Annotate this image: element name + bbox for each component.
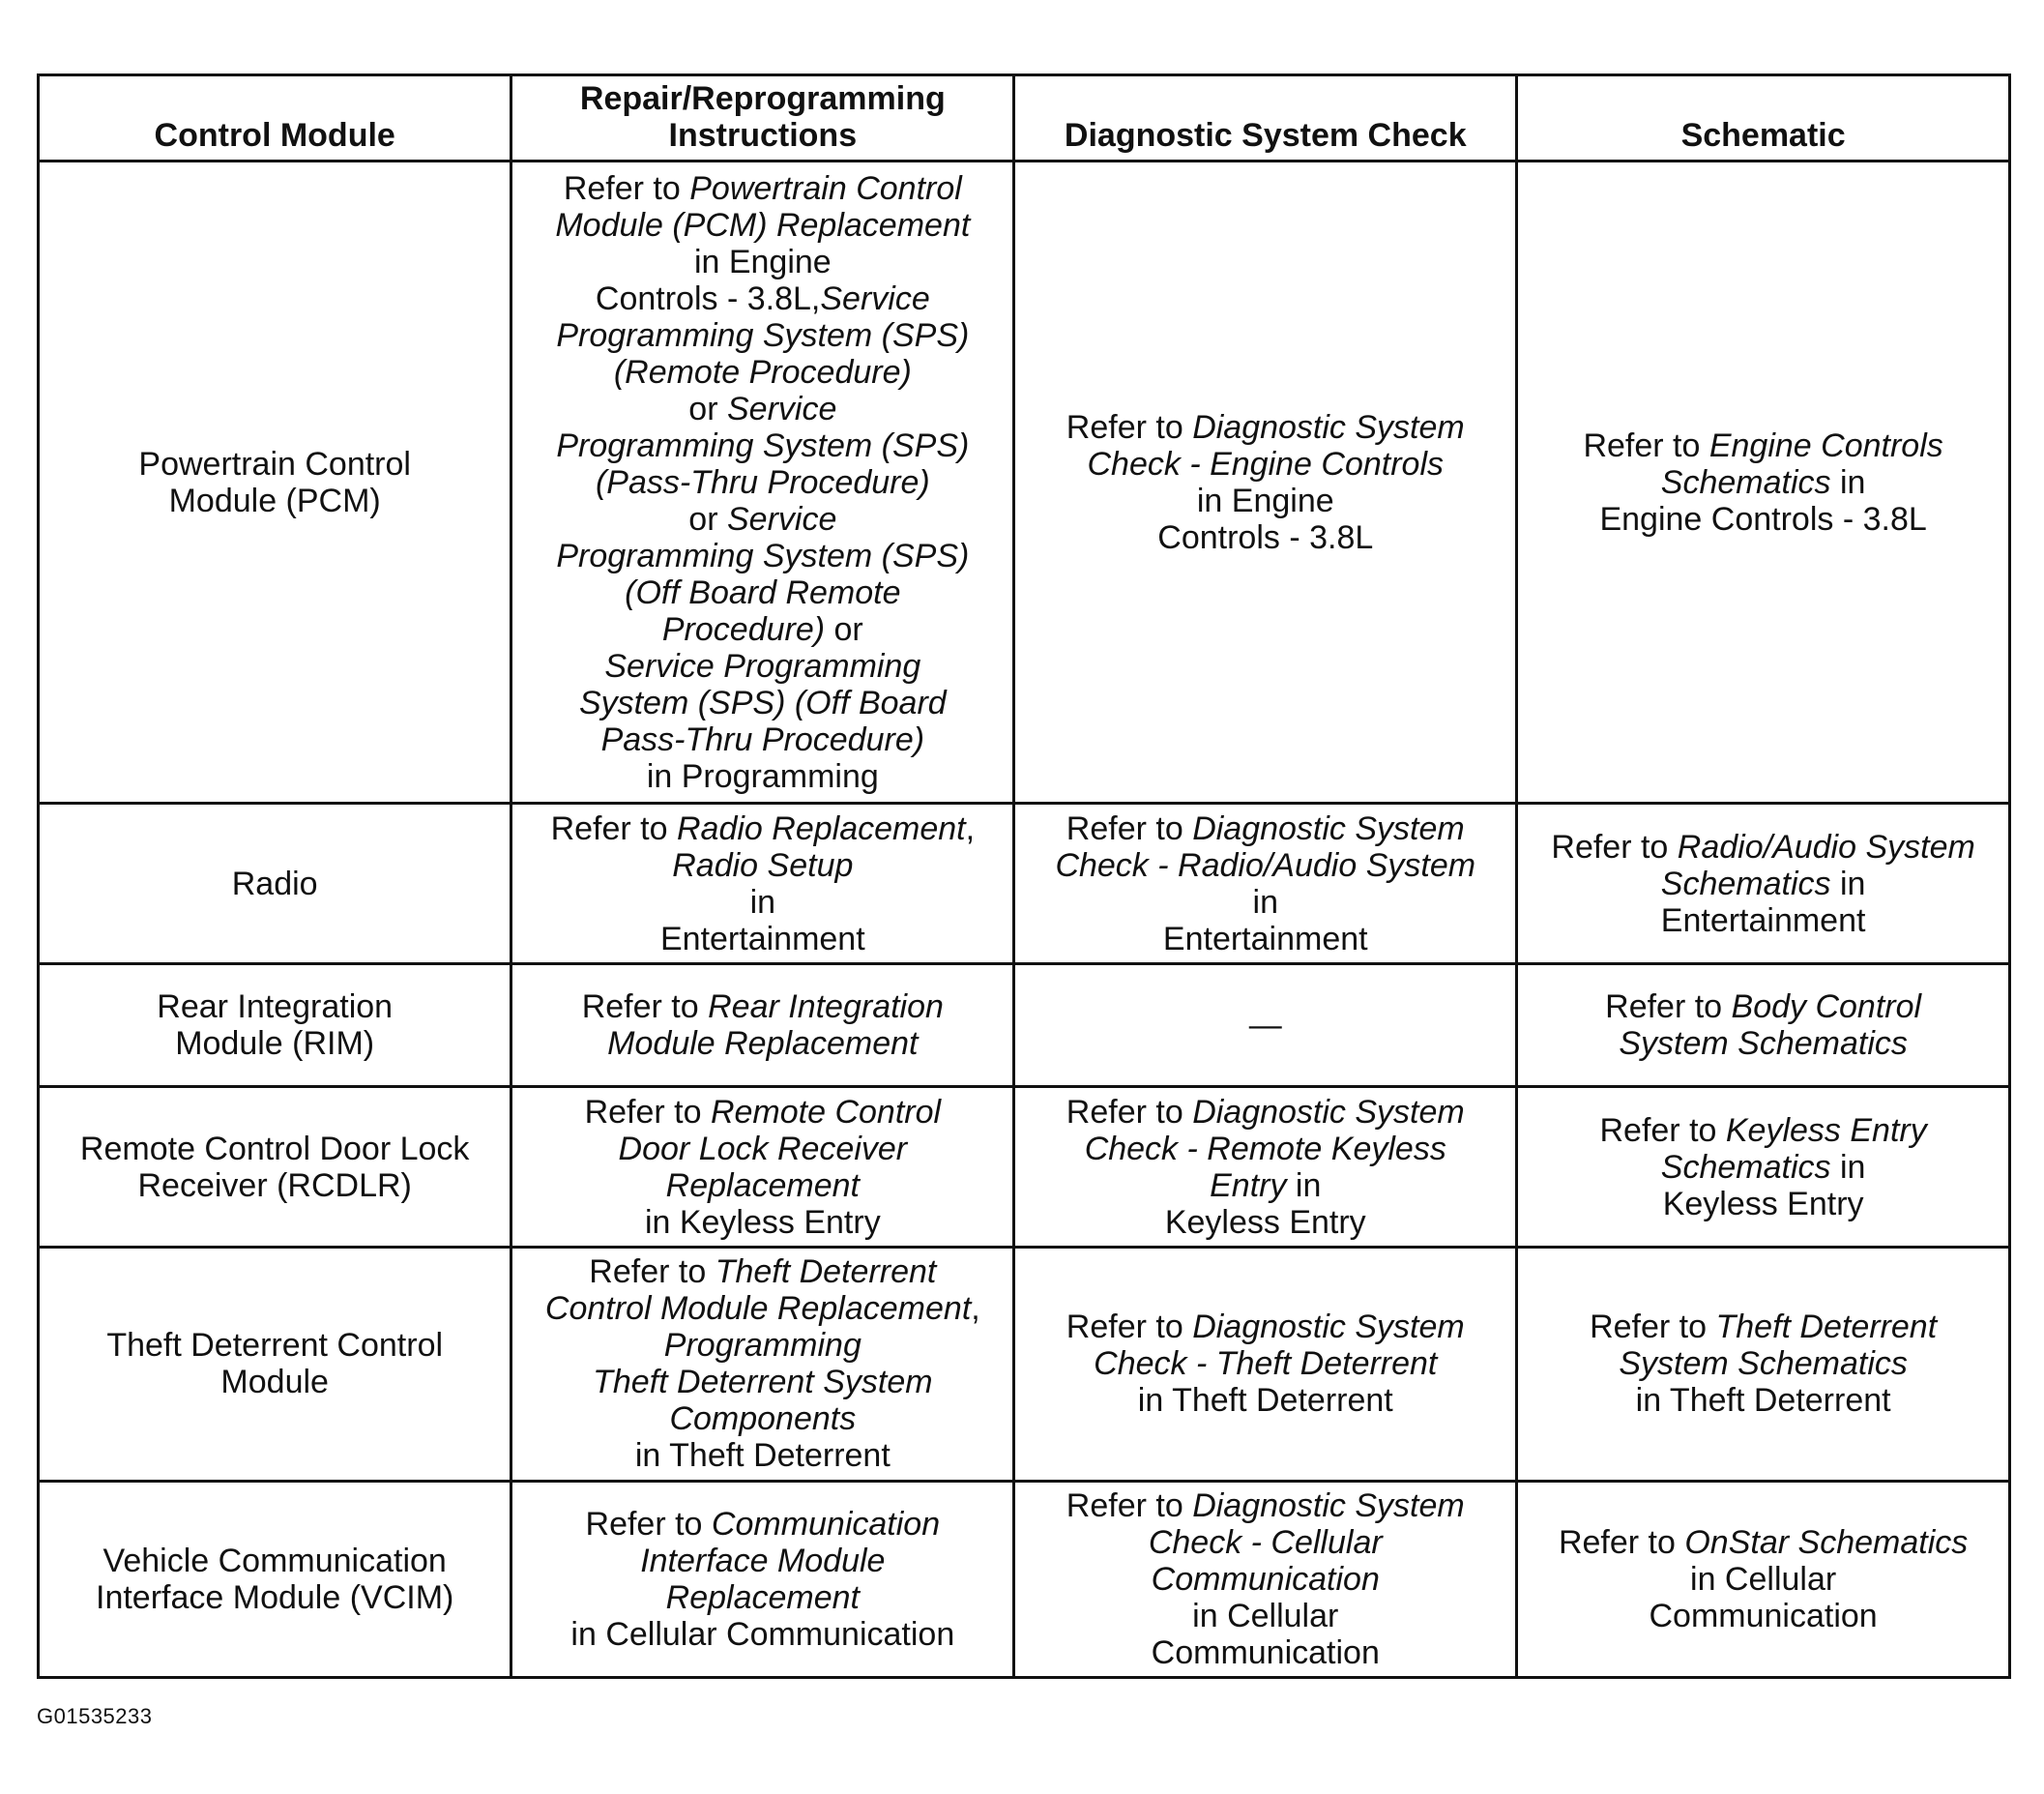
reference-text: in Programming bbox=[646, 757, 879, 795]
module-name: Theft Deterrent Control Module bbox=[106, 1327, 444, 1401]
reference-text: Refer to bbox=[1605, 988, 1732, 1026]
cell-diagnostic bbox=[1014, 162, 1517, 804]
reference-text: in Entertainment bbox=[1660, 865, 1866, 939]
module-name: Rear Integration Module (RIM) bbox=[157, 988, 394, 1063]
cell-diagnostic bbox=[1014, 1087, 1517, 1248]
cell-repair bbox=[511, 963, 1014, 1086]
reference-text: Refer to bbox=[1590, 1309, 1716, 1346]
reference-text: in Entertainment bbox=[659, 883, 865, 957]
reference-title: Powertrain Control Module (PCM) Replacement bbox=[555, 169, 971, 244]
reference-title: Rear Integration Module Replacement bbox=[607, 988, 944, 1063]
cell-repair bbox=[511, 1481, 1014, 1677]
reference-text: Refer to bbox=[589, 1253, 715, 1291]
cell-schematic bbox=[1517, 963, 2010, 1086]
module-name: Radio bbox=[231, 865, 318, 902]
header-schematic: Schematic bbox=[1517, 75, 2010, 162]
cell-repair bbox=[511, 804, 1014, 964]
reference-text: , bbox=[971, 1290, 980, 1328]
table-row bbox=[39, 1481, 2010, 1677]
reference-text: in Cellular Communication bbox=[1151, 1597, 1380, 1671]
reference-text: Refer to bbox=[1583, 426, 1709, 464]
reference-text: or bbox=[688, 500, 718, 538]
reference-text: Refer to bbox=[1066, 1093, 1193, 1131]
module-name: Vehicle Communication Interface Module (VCIM) bbox=[96, 1542, 454, 1616]
reference-text: Refer to bbox=[1066, 408, 1193, 446]
reference-text: or bbox=[688, 390, 718, 427]
reference-text: in Theft Deterrent bbox=[1635, 1382, 1891, 1420]
reference-title: Radio Replacement bbox=[676, 809, 966, 847]
reference-text: Refer to bbox=[1066, 809, 1193, 847]
reference-text: in Engine Controls - 3.8L bbox=[1157, 482, 1374, 556]
table-row bbox=[39, 804, 2010, 964]
reference-title: Service Programming System (SPS) (Remote Procedure) bbox=[556, 279, 970, 391]
reference-text: Refer to bbox=[584, 1093, 711, 1131]
reference-text: Refer to bbox=[585, 1505, 712, 1543]
reference-text: Refer to bbox=[1558, 1523, 1685, 1561]
module-name: Remote Control Door Lock Receiver (RCDLR) bbox=[79, 1130, 470, 1204]
reference-title: Service Programming System (SPS) (Pass-Thru Procedure) bbox=[556, 390, 970, 501]
cell-control-module bbox=[39, 162, 511, 804]
reference-text: , bbox=[965, 809, 976, 847]
cell-repair bbox=[511, 1087, 1014, 1248]
reference-title: Diagnostic System Check - Engine Controls bbox=[1087, 408, 1465, 483]
reference-text: in Keyless Entry bbox=[644, 1203, 881, 1241]
reference-text: in Engine Controls - 3.8L, bbox=[595, 243, 832, 317]
cell-repair bbox=[511, 1248, 1014, 1482]
reference-title: Body Control System Schematics bbox=[1619, 988, 1922, 1063]
reference-title: Diagnostic System Check - Radio/Audio System bbox=[1055, 809, 1476, 884]
table-row bbox=[39, 1087, 2010, 1248]
header-control-module: Control Module bbox=[39, 75, 511, 162]
reference-title: Diagnostic System Check - Theft Deterrent bbox=[1094, 1309, 1465, 1383]
reference-title: Diagnostic System Check - Remote Keyless Entry bbox=[1084, 1093, 1465, 1204]
reference-title: Keyless Entry Schematics bbox=[1660, 1111, 1927, 1186]
table-header-row bbox=[39, 75, 2010, 162]
reference-title: Programming Theft Deterrent System Components bbox=[593, 1327, 933, 1438]
module-reference-table bbox=[37, 74, 2011, 1679]
cell-diagnostic bbox=[1014, 804, 1517, 964]
cell-repair bbox=[511, 162, 1014, 804]
reference-text: in Entertainment bbox=[1162, 883, 1368, 957]
figure-id: G01535233 bbox=[37, 1704, 153, 1728]
reference-text: Refer to bbox=[1066, 1309, 1193, 1346]
cell-schematic bbox=[1517, 1481, 2010, 1677]
cell-control-module bbox=[39, 1087, 511, 1248]
cell-control-module bbox=[39, 963, 511, 1086]
reference-text: Refer to bbox=[1066, 1486, 1193, 1524]
cell-schematic bbox=[1517, 162, 2010, 804]
reference-text: or bbox=[833, 610, 863, 648]
reference-text: Refer to bbox=[1599, 1111, 1726, 1149]
reference-title: Radio Setup bbox=[672, 846, 854, 884]
cell-control-module bbox=[39, 1248, 511, 1482]
table-row bbox=[39, 162, 2010, 804]
cell-diagnostic bbox=[1014, 1481, 1517, 1677]
cell-schematic bbox=[1517, 804, 2010, 964]
cell-schematic bbox=[1517, 1087, 2010, 1248]
reference-text: in Keyless Entry bbox=[1662, 1148, 1866, 1222]
reference-text: Refer to bbox=[1551, 828, 1678, 866]
reference-text: Refer to bbox=[563, 169, 690, 207]
reference-title: Theft Deterrent Control Module Replacement bbox=[544, 1253, 972, 1328]
reference-title: Service Programming System (SPS) (Off Board Remote Procedure) bbox=[556, 500, 970, 648]
header-diagnostic-system-check: Diagnostic System Check bbox=[1014, 75, 1517, 162]
reference-text: Refer to bbox=[581, 988, 709, 1026]
reference-title: Remote Control Door Lock Receiver Replacement bbox=[618, 1093, 942, 1204]
cell-diagnostic bbox=[1014, 963, 1517, 1086]
reference-text: Refer to bbox=[550, 809, 677, 847]
reference-title: Engine Controls Schematics bbox=[1660, 426, 1943, 501]
reference-text: — bbox=[1248, 1007, 1282, 1044]
reference-text: in Engine Controls - 3.8L bbox=[1599, 463, 1927, 538]
reference-text: in Cellular Communication bbox=[1649, 1560, 1878, 1634]
reference-text: in Keyless Entry bbox=[1164, 1166, 1366, 1241]
cell-control-module bbox=[39, 1481, 511, 1677]
reference-title: Communication Interface Module Replacement bbox=[640, 1505, 941, 1616]
reference-text: in Theft Deterrent bbox=[1137, 1382, 1393, 1420]
cell-diagnostic bbox=[1014, 1248, 1517, 1482]
cell-control-module bbox=[39, 804, 511, 964]
reference-title: Diagnostic System Check - Cellular Communication bbox=[1148, 1486, 1465, 1598]
table-body bbox=[39, 162, 2010, 1678]
table-row bbox=[39, 1248, 2010, 1482]
reference-title: Theft Deterrent System Schematics bbox=[1619, 1309, 1938, 1383]
reference-title: Radio/Audio System Schematics bbox=[1660, 828, 1975, 902]
reference-text: in Theft Deterrent bbox=[634, 1437, 891, 1475]
reference-title: OnStar Schematics bbox=[1684, 1523, 1969, 1561]
header-repair-instructions: Repair/Reprogramming Instructions bbox=[511, 75, 1014, 162]
reference-title: Service Programming System (SPS) (Off Board Pass-Thru Procedure) bbox=[578, 647, 947, 758]
table-row bbox=[39, 963, 2010, 1086]
module-name: Powertrain Control Module (PCM) bbox=[138, 445, 411, 519]
reference-text: in Cellular Communication bbox=[570, 1615, 955, 1653]
cell-schematic bbox=[1517, 1248, 2010, 1482]
